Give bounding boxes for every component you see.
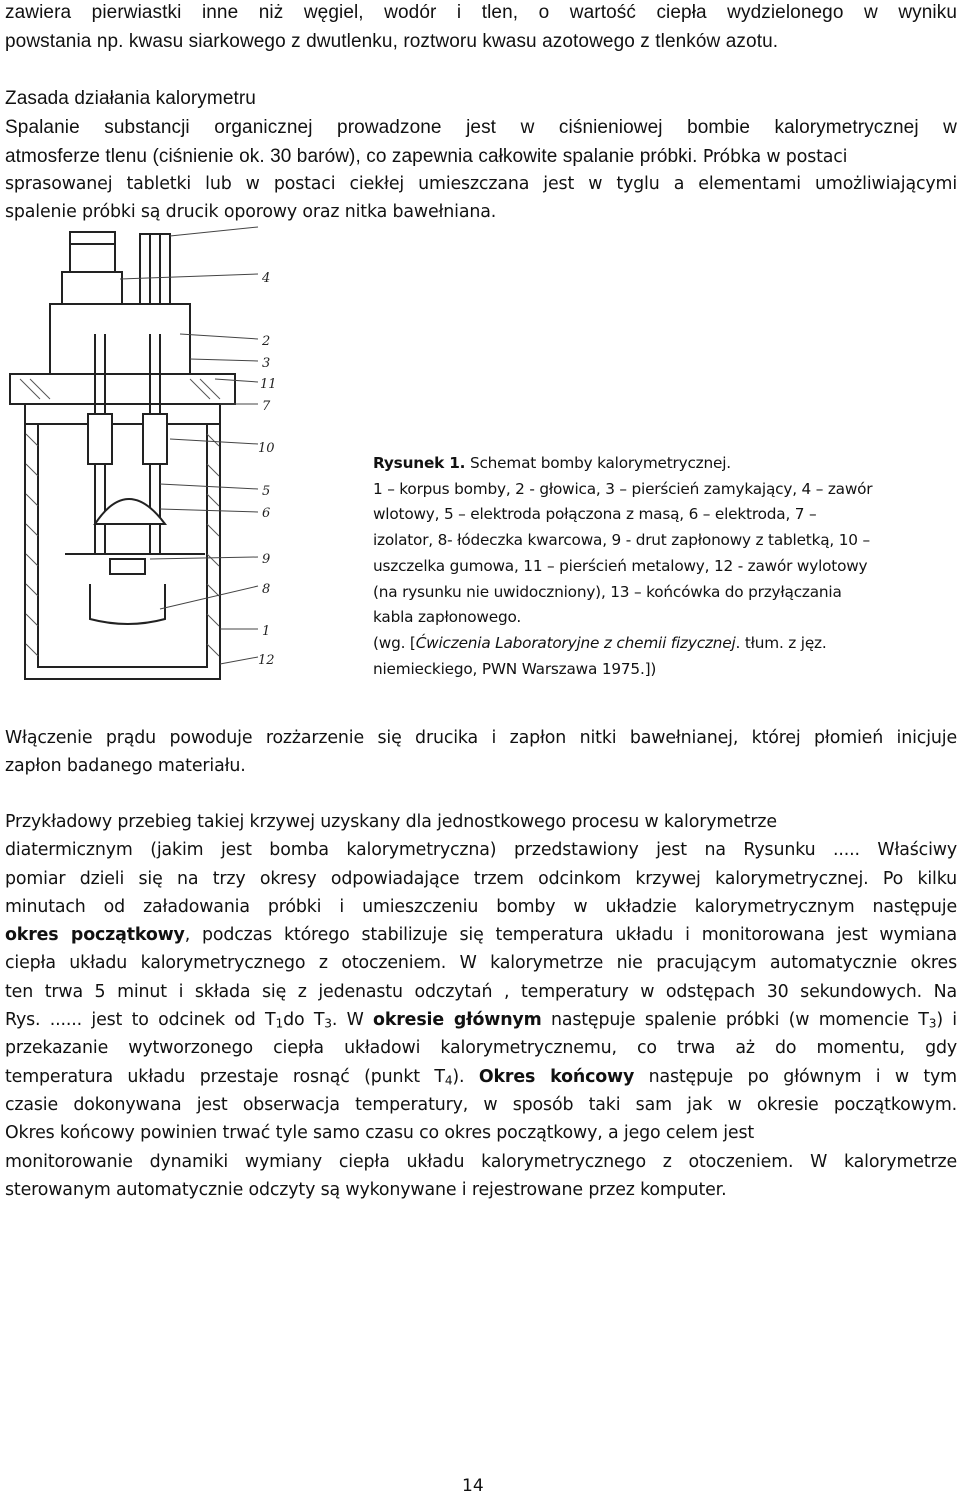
intro-paragraph: [5, 0, 957, 56]
subscript: 3: [928, 1016, 937, 1031]
diagram-label: 6: [262, 506, 271, 521]
subscript: 4: [444, 1073, 453, 1088]
paragraph-line-part: Rys. ...... jest to odcinek od T: [5, 1010, 276, 1031]
caption-source-title: Ćwiczenia Laboratoryjne z chemii fizycznej: [415, 633, 736, 652]
section-line-part: Próbka w postaci: [697, 147, 848, 167]
diagram-label: 11: [260, 377, 277, 392]
paragraph-line-part: , podczas którego stabilizuje się temperatura układu i monitorowana jest wymiana: [184, 925, 957, 946]
paragraph-line: ten trwa 5 minut i składa się z jedenastu odczytań , temperatury w odstępach 30 sekundowych. Na: [5, 981, 957, 1002]
paragraph-line: Włączenie prądu powoduje rozżarzenie się drucika i zapłon nitki bawełnianej, której płomień inicjuje: [5, 728, 957, 748]
paragraph-line: Okres końcowy powinien trwać tyle samo czasu co okres początkowy, a jego celem jest: [5, 1123, 755, 1144]
paragraph-line: Przykładowy przebieg takiej krzywej uzyskany dla jednostkowego procesu w kalorymetrze: [5, 812, 777, 832]
caption-line: uszczelka gumowa, 11 – pierścień metalowy, 12 - zawór wylotowy: [373, 556, 868, 575]
caption-line: (na rysunku nie uwidoczniony), 13 – końcówka do przyłączania: [373, 582, 842, 601]
paragraph-line-part: następuje spalenie próbki (w momencie T: [541, 1010, 929, 1031]
paragraph-line: minutach od załadowania próbki i umieszczeniu bomby w układzie kalorymetrycznym następuje: [5, 896, 957, 917]
page-number: 14: [462, 1476, 484, 1496]
paragraph-line-part: temperatura układu przestaje rosnąć (punkt T: [5, 1066, 445, 1087]
term-main-period: okresie głównym: [373, 1010, 542, 1031]
diagram-label: 3: [262, 356, 271, 371]
paragraph-line: monitorowanie dynamiki wymiany ciepła układu kalorymetrycznego z otoczeniem. W kalorymetrze: [5, 1151, 957, 1172]
paragraph-line-part: ) i: [936, 1010, 957, 1031]
diagram-label: 2: [262, 334, 271, 349]
paragraph-line-part: . W: [331, 1010, 374, 1031]
section-line: spalenie próbki są drucik oporowy oraz nitka bawełniana.: [5, 202, 497, 223]
paragraph-line: [5, 921, 957, 949]
section-calorimeter-principle: [5, 84, 957, 171]
paragraph-line: zapłon badanego materiału.: [5, 756, 246, 777]
paragraph-line: czasie dokonywana jest obserwacja temperatury, w sposób taki sam jak w okresie początkowym.: [5, 1094, 957, 1115]
intro-line: powstania np. kwasu siarkowego z dwutlenku, roztworu kwasu azotowego z tlenków azotu.: [5, 31, 779, 52]
paragraph-line: [5, 1006, 957, 1034]
paragraph-measurement: [5, 808, 957, 1204]
paragraph-line: sterowanym automatycznie odczyty są wykonywane i rejestrowane przez komputer.: [5, 1179, 727, 1200]
section-line-part: atmosferze tlenu (ciśnienie ok. 30 barów), co zapewnia całkowite spalanie próbki.: [5, 146, 698, 167]
paragraph-line-part: następuje po głównym i w tym: [634, 1066, 957, 1087]
diagram-label: 8: [262, 582, 271, 597]
caption-line: izolator, 8- łódeczka kwarcowa, 9 - drut zapłonowy z tabletką, 10 –: [373, 531, 870, 550]
diagram-label: 10: [258, 441, 275, 456]
caption-line: 1 – korpus bomby, 2 - głowica, 3 – pierścień zamykający, 4 – zawór: [373, 479, 873, 498]
paragraph-ignition: [5, 724, 957, 781]
paragraph-line-part: do T: [283, 1010, 325, 1031]
diagram-label: 9: [262, 552, 271, 567]
caption-line: wlotowy, 5 – elektroda połączona z masą, 6 – elektroda, 7 –: [373, 505, 817, 524]
figure-caption: [373, 451, 958, 682]
section-line: sprasowanej tabletki lub w postaci ciekłej umieszczana jest w tyglu a elementami umożliwiającymi: [5, 174, 957, 194]
diagram-label: 5: [262, 484, 271, 499]
section-continuation: [5, 170, 957, 227]
subscript: 1: [275, 1016, 284, 1031]
section-line: [5, 142, 957, 171]
paragraph-line-part: ).: [452, 1066, 479, 1087]
paragraph-line: ciepła układu kalorymetrycznego z otoczeniem. W kalorymetrze nie pracującym automatycznie okres: [5, 953, 957, 974]
caption-title-rest: Schemat bomby kalorymetrycznej.: [465, 454, 731, 472]
paragraph-line: pomiar dzieli się na trzy okresy odpowiadające trzem odcinkom krzywej kalorymetrycznej. Po kilku: [5, 868, 957, 889]
caption-title-bold: Rysunek 1.: [373, 454, 466, 472]
paragraph-line: diatermicznym (jakim jest bomba kalorymetryczna) przedstawiony jest na Rysunku ..... Właściwy: [5, 840, 957, 861]
section-line: Spalanie substancji organicznej prowadzone jest w ciśnieniowej bombie kalorymetrycznej w: [5, 117, 957, 138]
caption-source-part: . tłum. z jęz.: [735, 633, 827, 652]
caption-line: niemieckiego, PWN Warszawa 1975.]): [373, 659, 657, 678]
term-final-period: Okres końcowy: [478, 1066, 635, 1087]
intro-line: zawiera pierwiastki inne niż węgiel, wodór i tlen, o wartość ciepła wydzielonego w wyniku: [5, 2, 957, 23]
section-heading: Zasada działania kalorymetru: [5, 88, 256, 109]
paragraph-line: [5, 1063, 957, 1091]
diagram-label: 12: [258, 653, 275, 668]
caption-line: kabla zapłonowego.: [373, 608, 522, 627]
calorimeter-bomb-diagram: [0, 224, 300, 694]
paragraph-line: przekazanie wytworzonego ciepła układowi kalorymetrycznemu, co trwa aż do momentu, gdy: [5, 1038, 957, 1059]
term-initial-period: okres początkowy: [5, 925, 185, 946]
caption-source-part: (wg. [: [373, 633, 416, 652]
subscript: 3: [324, 1016, 332, 1031]
caption-source: [373, 631, 958, 657]
caption-title: [373, 451, 958, 477]
diagram-label: 1: [262, 624, 271, 639]
diagram-label: 7: [262, 399, 271, 414]
diagram-label: 4: [262, 271, 271, 286]
